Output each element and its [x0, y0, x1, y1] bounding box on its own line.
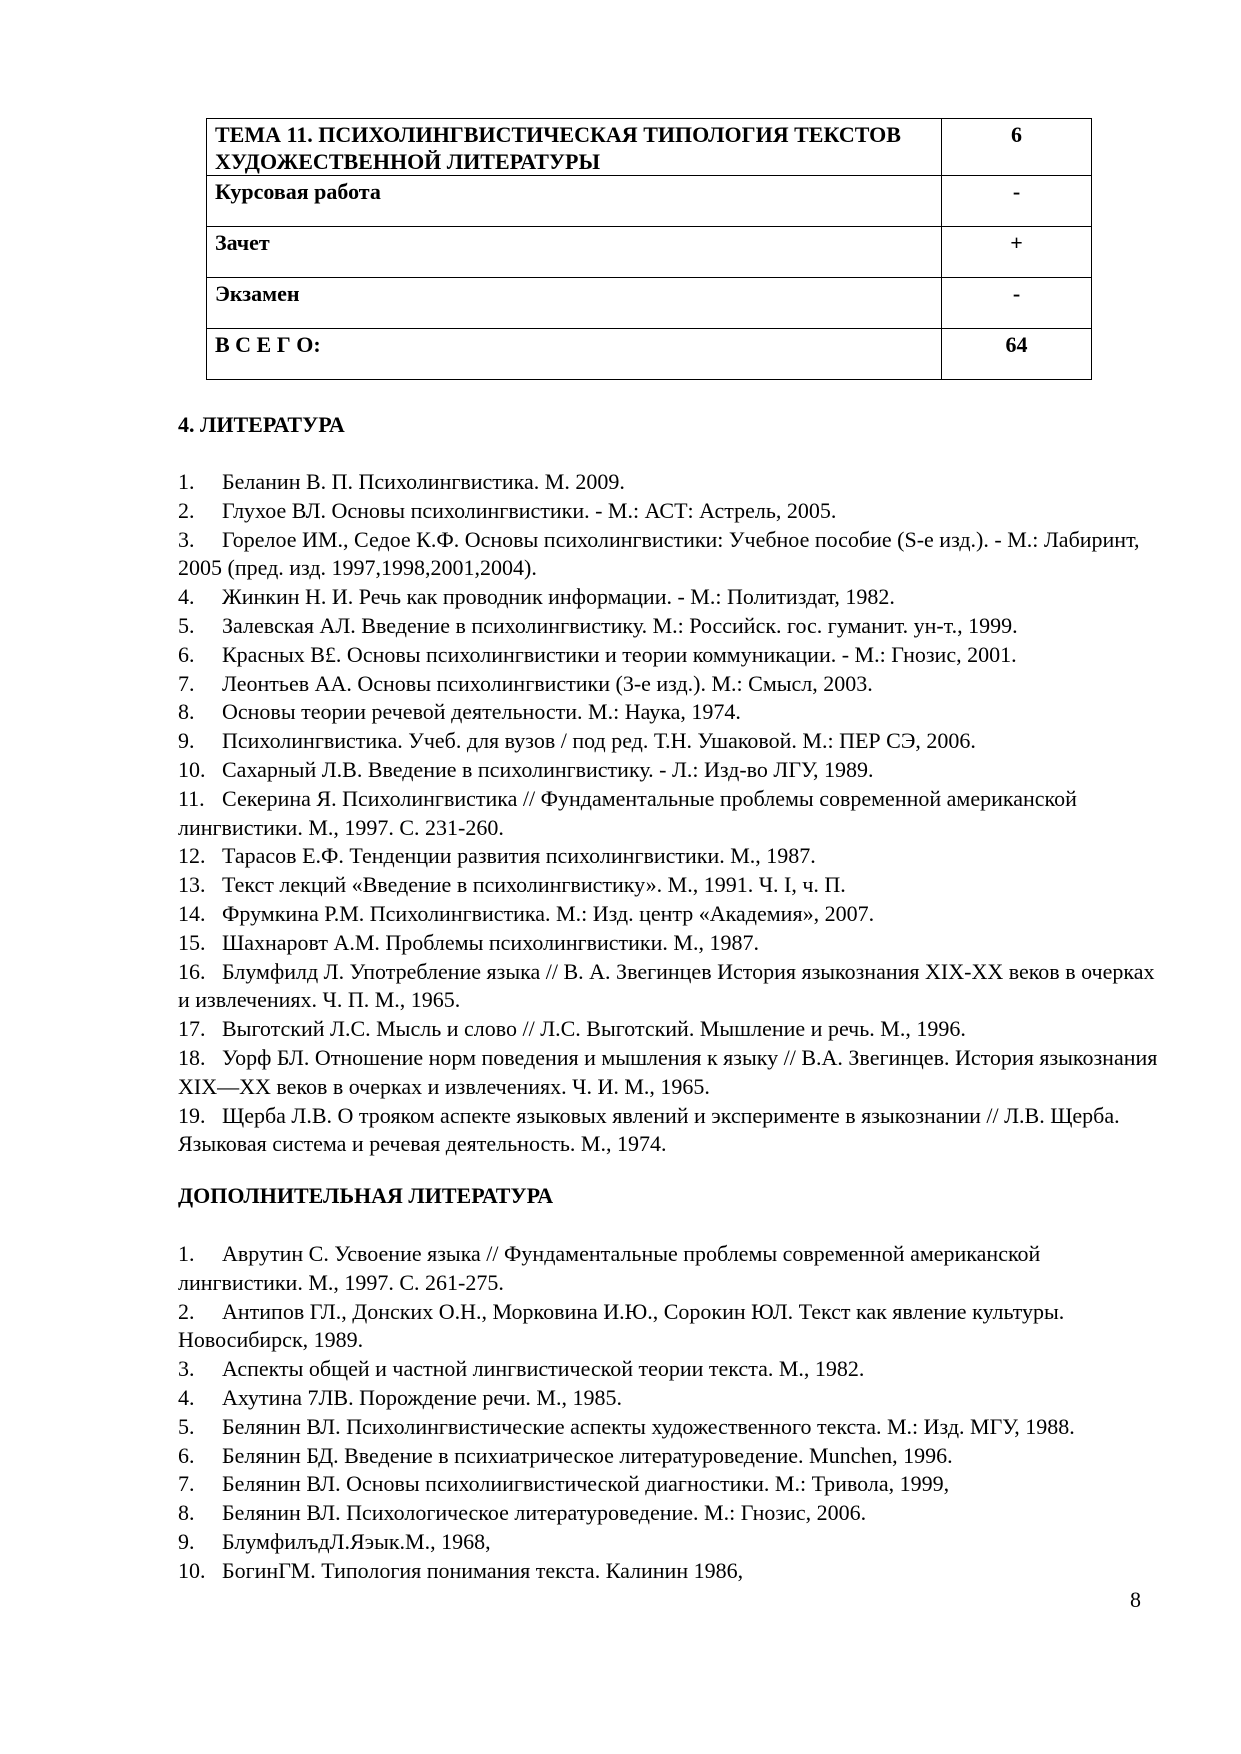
list-item [178, 958, 1168, 1016]
item-text: Основы теории речевой деятельности. М.: Наука, 1974. [222, 699, 741, 725]
list-item [178, 1102, 1168, 1160]
item-number: 19. [178, 1102, 206, 1128]
table-cell-hours: 6 [942, 119, 1092, 176]
list-item [178, 468, 1168, 497]
list-item [178, 1470, 1168, 1499]
item-text: Белянин БД. Введение в психиатрическое литературоведение. Munchen, 1996. [222, 1442, 953, 1468]
list-item [178, 526, 1168, 584]
item-text: Красных В£. Основы психолингвистики и теории коммуникации. - М.: Гнозис, 2001. [222, 641, 1017, 667]
table-cell-topic: Зачет [207, 227, 942, 278]
item-text: Аврутин С. Усвоение языка // Фундаментальные проблемы современной американской лингвистики. М., 1997. С. 261-275. [178, 1241, 1041, 1295]
item-number: 10. [178, 1557, 206, 1583]
item-number: 14. [178, 900, 206, 926]
list-item [178, 871, 1168, 900]
list-item [178, 756, 1168, 785]
item-number: 17. [178, 1016, 206, 1042]
literature-list [178, 468, 1168, 1159]
item-number: 9. [178, 728, 195, 754]
item-number: 5. [178, 612, 195, 638]
list-item [178, 698, 1168, 727]
item-text: Шахнаровт А.М. Проблемы психолингвистики. М., 1987. [222, 929, 759, 955]
item-text: БогинГМ. Типология понимания текста. Калинин 1986, [222, 1557, 744, 1583]
item-number: 6. [178, 641, 195, 667]
list-item [178, 727, 1168, 756]
list-item [178, 641, 1168, 670]
table-cell-topic: Курсовая работа [207, 176, 942, 227]
item-number: 4. [178, 1384, 195, 1410]
item-text: Психолингвистика. Учеб. для вузов / под ред. Т.Н. Ушаковой. М.: ПЕР СЭ, 2006. [222, 728, 976, 754]
item-number: 1. [178, 469, 195, 494]
table-row [207, 329, 1092, 380]
item-text: Белянин ВЛ. Психологическое литературоведение. М.: Гнозис, 2006. [222, 1500, 867, 1526]
item-text: Леонтьев АА. Основы психолингвистики (3-е изд.). М.: Смысл, 2003. [222, 670, 873, 696]
item-text: Аспекты общей и частной лингвистической теории текста. М., 1982. [222, 1356, 865, 1382]
item-number: 5. [178, 1413, 195, 1439]
item-text: Беланин В. П. Психолингвистика. М. 2009. [222, 469, 625, 494]
item-text: Тарасов Е.Ф. Тенденции развития психолингвистики. М., 1987. [222, 843, 816, 869]
item-text: Щерба Л.В. О трояком аспекте языковых явлений и эксперименте в языкознании // Л.В. Щерба. Языковая система и речевая деятельность. М., 1974. [178, 1102, 1120, 1157]
item-number: 9. [178, 1528, 195, 1554]
item-number: 3. [178, 1356, 195, 1382]
table-cell-hours: - [942, 176, 1092, 227]
table-row [207, 119, 1092, 176]
item-text: Залевская АЛ. Введение в психолингвистику. М.: Российск. гос. гуманит. ун-т., 1999. [222, 612, 1018, 638]
additional-literature-heading: ДОПОЛНИТЕЛЬНАЯ ЛИТЕРАТУРА [178, 1183, 554, 1208]
item-text: БлумфилъдЛ.Яэык.М., 1968, [222, 1528, 491, 1554]
table-cell-topic: ТЕМА 11. ПСИХОЛИНГВИСТИЧЕСКАЯ ТИПОЛОГИЯ ТЕКСТОВ ХУДОЖЕСТВЕННОЙ ЛИТЕРАТУРЫ [207, 119, 942, 176]
list-item [178, 1384, 1168, 1413]
table-row [207, 278, 1092, 329]
item-number: 8. [178, 699, 195, 725]
page-number: 8 [1130, 1587, 1141, 1612]
list-item [178, 583, 1168, 612]
item-number: 6. [178, 1442, 195, 1468]
item-text: Горелое ИМ., Седое К.Ф. Основы психолингвистики: Учебное пособие (S-е изд.). - М.: Лабиринт, 2005 (пред. изд. 1997,1998,2001,2004). [178, 526, 1140, 581]
item-text: Глухое ВЛ. Основы психолингвистики. - М.: АСТ: Астрель, 2005. [222, 497, 837, 523]
item-text: Белянин ВЛ. Основы психолиигвистической диагностики. М.: Тривола, 1999, [222, 1471, 950, 1497]
list-item [178, 1442, 1168, 1471]
list-item [178, 900, 1168, 929]
item-text: Ахутина 7ЛВ. Порождение речи. М., 1985. [222, 1384, 622, 1410]
list-item [178, 929, 1168, 958]
table-cell-topic: В С Е Г О: [207, 329, 942, 380]
list-item [178, 497, 1168, 526]
item-number: 8. [178, 1500, 195, 1526]
item-number: 12. [178, 843, 206, 869]
item-number: 11. [178, 785, 205, 811]
list-item [178, 785, 1168, 843]
item-text: Фрумкина Р.М. Психолингвистика. М.: Изд. центр «Академия», 2007. [222, 900, 875, 926]
list-item [178, 612, 1168, 641]
item-number: 16. [178, 958, 206, 984]
item-number: 10. [178, 756, 206, 782]
item-number: 4. [178, 584, 195, 610]
table-cell-topic: Экзамен [207, 278, 942, 329]
literature-heading: 4. ЛИТЕРАТУРА [178, 412, 345, 437]
list-item [178, 1528, 1168, 1557]
item-number: 13. [178, 872, 206, 898]
list-item [178, 1355, 1168, 1384]
table-cell-hours: - [942, 278, 1092, 329]
item-text: Секерина Я. Психолингвистика // Фундаментальные проблемы современной американской лингвистики. М., 1997. С. 231-260. [178, 785, 1077, 840]
table-row [207, 227, 1092, 278]
list-item [178, 1240, 1168, 1298]
item-text: Белянин ВЛ. Психолингвистические аспекты художественного текста. М.: Изд. МГУ, 1988. [222, 1413, 1075, 1439]
item-text: Жинкин Н. И. Речь как проводник информации. - М.: Политиздат, 1982. [222, 584, 895, 610]
item-text: Блумфилд Л. Употребление языка // В. А. Звегинцев История языкознания XIX-XX веков в очерках и извлечениях. Ч. П. М., 1965. [178, 958, 1155, 1013]
hours-table [206, 118, 1092, 380]
item-number: 15. [178, 929, 206, 955]
item-number: 7. [178, 1471, 195, 1497]
list-item [178, 1298, 1168, 1356]
list-item [178, 1044, 1168, 1102]
item-text: Уорф БЛ. Отношение норм поведения и мышления к языку // В.А. Звегинцев. История языкознания XIX—XX веков в очерках и извлечениях. Ч. И. М., 1965. [178, 1044, 1158, 1099]
item-text: Выготский Л.С. Мысль и слово // Л.С. Выготский. Мышление и речь. М., 1996. [222, 1016, 966, 1042]
item-text: Текст лекций «Введение в психолингвистику». М., 1991. Ч. I, ч. П. [222, 872, 846, 898]
table-cell-hours: + [942, 227, 1092, 278]
list-item [178, 1557, 1168, 1586]
table-row [207, 176, 1092, 227]
item-number: 7. [178, 670, 195, 696]
list-item [178, 670, 1168, 699]
list-item [178, 1015, 1168, 1044]
list-item [178, 842, 1168, 871]
item-number: 3. [178, 526, 195, 552]
item-text: Сахарный Л.В. Введение в психолингвистику. - Л.: Изд-во ЛГУ, 1989. [222, 756, 874, 782]
list-item [178, 1413, 1168, 1442]
item-number: 2. [178, 1298, 195, 1324]
item-number: 18. [178, 1044, 206, 1070]
additional-literature-list [178, 1240, 1168, 1586]
item-number: 2. [178, 497, 195, 523]
list-item [178, 1499, 1168, 1528]
item-number: 1. [178, 1241, 195, 1266]
table-cell-hours: 64 [942, 329, 1092, 380]
item-text: Антипов ГЛ., Донских О.Н., Морковина И.Ю., Сорокин ЮЛ. Текст как явление культуры. Новосибирск, 1989. [178, 1298, 1065, 1353]
